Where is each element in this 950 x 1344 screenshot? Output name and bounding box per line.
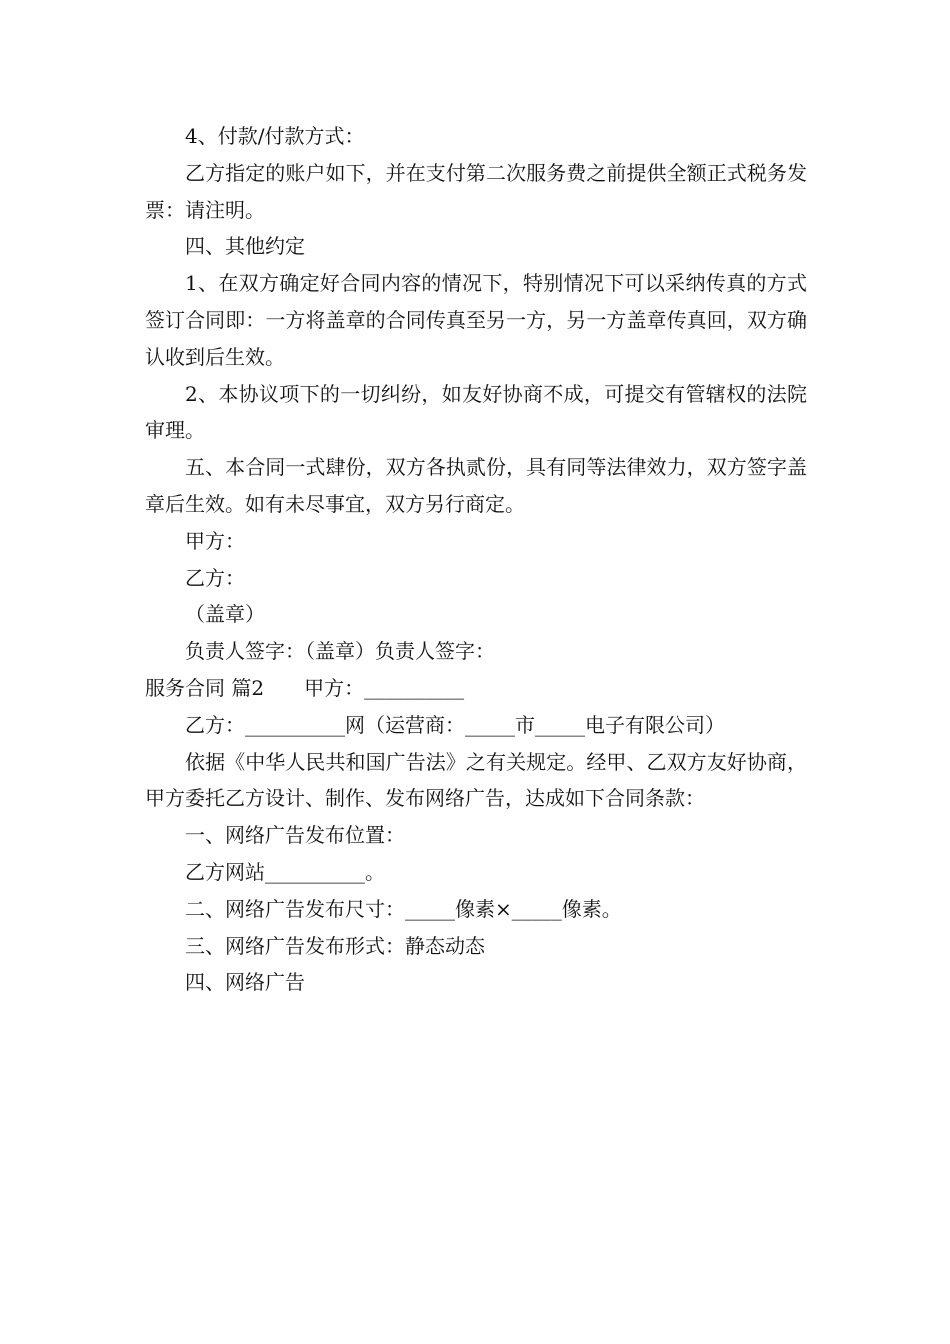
paragraph: 五、本合同一式肆份，双方各执贰份，具有同等法律效力，双方签字盖章后生效。如有未尽事宜，双方另行商定。: [145, 455, 807, 516]
paragraph: 三、网络广告发布形式：静态动态: [185, 933, 485, 958]
paragraph: 四、网络广告: [185, 970, 305, 995]
paragraph: 依据《中华人民共和国广告法》之有关规定。经甲、乙双方友好协商，甲方委托乙方设计、制作、发布网络广告，达成如下合同条款：: [145, 749, 807, 811]
paragraph: 负责人签字：（盖章）负责人签字：: [185, 639, 495, 664]
paragraph: 乙方指定的账户如下，并在支付第二次服务费之前提供全额正式税务发票：请注明。: [145, 160, 807, 222]
document-body: [145, 118, 807, 1001]
section-title: 服务合同 篇2: [145, 675, 265, 700]
paragraph: 1、在双方确定好合同内容的情况下，特别情况下可以采纳传真的方式签订合同即：一方将盖章的合同传真至另一方，另一方盖章传真回，双方确认收到后生效。: [145, 271, 807, 369]
paragraph: 2、本协议项下的一切纠纷，如友好协商不成，可提交有管辖权的法院审理。: [145, 381, 807, 443]
paragraph: 乙方：: [185, 565, 245, 590]
paragraph: 乙方：__________网（运营商：_____市_____电子有限公司）: [185, 712, 725, 737]
paragraph: 4、付款/付款方式：: [185, 124, 365, 148]
paragraph: 甲方：: [185, 528, 245, 553]
paragraph: 二、网络广告发布尺寸：_____像素×_____像素。: [185, 896, 622, 921]
section-heading: [145, 670, 807, 707]
paragraph: 四、其他约定: [185, 234, 305, 259]
paragraph: （盖章）: [185, 602, 265, 627]
paragraph: 一、网络广告发布位置：: [185, 823, 405, 848]
paragraph: 乙方网站__________。: [185, 859, 385, 884]
party-a-line: 甲方：__________: [304, 675, 465, 700]
